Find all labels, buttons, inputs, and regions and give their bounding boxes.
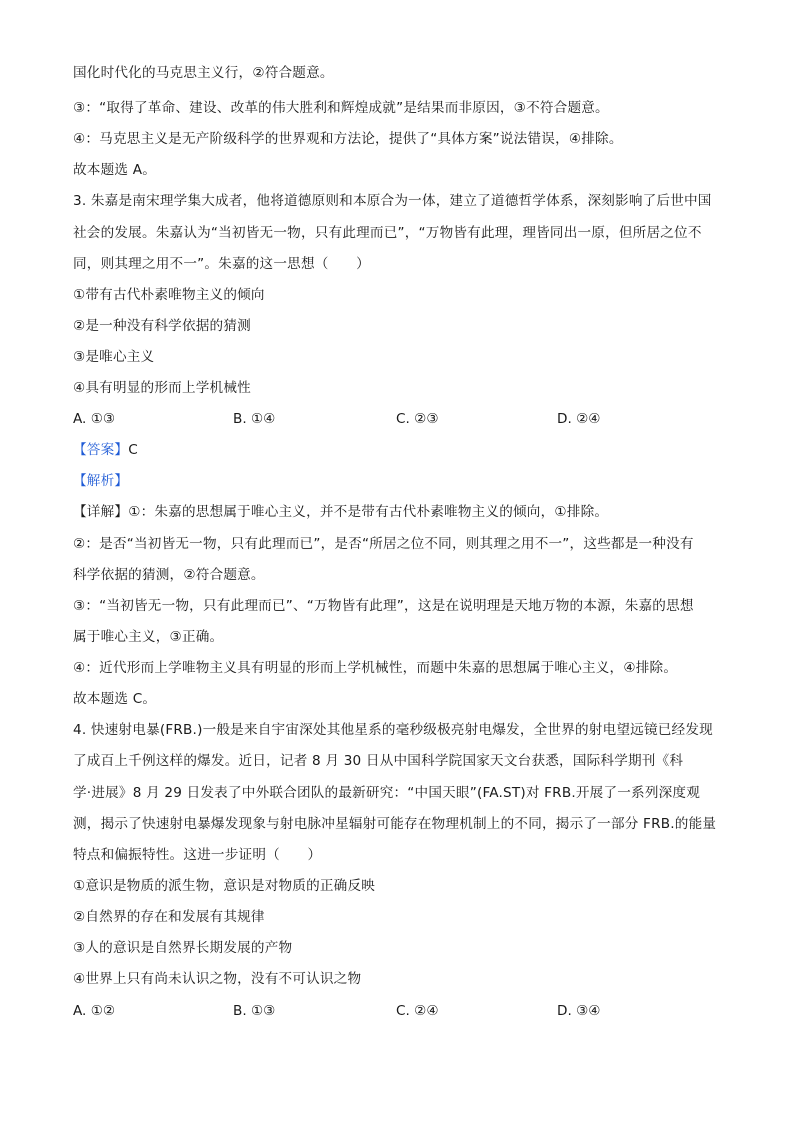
q2-text-line: 国化时代化的马克思主义行，②符合题意。 [73, 65, 334, 81]
q2-text-line: ④：马克思主义是无产阶级科学的世界观和方法论，提供了“具体方案”说法错误，④排除。 [73, 131, 623, 147]
explanation-text: ①：朱嘉的思想属于唯心主义，并不是带有古代朴素唯物主义的倾向，①排除。 [128, 504, 609, 520]
detail-tag: 【详解】 [73, 504, 129, 520]
q3-explanation-line: 属于唯心主义，③正确。 [73, 629, 224, 645]
q2-conclusion: 故本题选 A。 [73, 162, 156, 178]
q3-statement: ①带有古代朴素唯物主义的倾向 [73, 287, 265, 303]
q4-stem-line: 特点和偏振特性。这进一步证明（ ） [73, 847, 322, 863]
answer-value: C [128, 442, 138, 458]
q3-conclusion: 故本题选 C。 [73, 691, 157, 707]
q4-statement: ④世界上只有尚未认识之物，没有不可认识之物 [73, 971, 362, 987]
q3-stem-line: 3. 朱嘉是南宋理学集大成者，他将道德原则和本原合为一体，建立了道德哲学体系，深刻影响了后世中国 [73, 193, 712, 209]
q4-stem-line: 4. 快速射电暴(FRB.)一般是来自宇宙深处其他星系的毫秒级极亮射电爆发，全世界的射电望远镜已经发现 [73, 722, 713, 738]
q3-option-d: D. ②④ [557, 411, 601, 427]
answer-tag: 【答案】 [73, 442, 129, 458]
q3-statement: ②是一种没有科学依据的猜测 [73, 318, 251, 334]
q3-explanation-line [73, 503, 744, 521]
q2-text-line: ③：“取得了革命、建设、改革的伟大胜利和辉煌成就”是结果而非原因，③不符合题意。 [73, 100, 609, 116]
q3-option-a: A. ①③ [73, 411, 116, 427]
q4-option-d: D. ③④ [557, 1003, 601, 1019]
q4-stem-line: 了成百上千例这样的爆发。近日，记者 8 月 30 日从中国科学院国家天文台获悉，国际科学期刊《科 [73, 753, 684, 769]
q3-analysis-heading [73, 472, 744, 490]
analysis-tag: 【解析】 [73, 473, 129, 489]
q4-option-b: B. ①③ [233, 1003, 276, 1019]
q4-statement: ①意识是物质的派生物，意识是对物质的正确反映 [73, 878, 376, 894]
q3-stem-line: 同，则其理之用不一”。朱嘉的这一思想（ ） [73, 256, 370, 272]
q3-statement: ④具有明显的形而上学机械性 [73, 380, 251, 396]
q4-option-a: A. ①② [73, 1003, 116, 1019]
q3-option-c: C. ②③ [396, 411, 439, 427]
q3-option-b: B. ①④ [233, 411, 276, 427]
q4-stem-line: 测，揭示了快速射电暴爆发现象与射电脉冲星辐射可能存在物理机制上的不同，揭示了一部分 FRB.的能量 [73, 816, 717, 832]
q3-statement: ③是唯心主义 [73, 349, 155, 365]
q3-explanation-line: ③：“当初皆无一物，只有此理而已”、“万物皆有此理”，这是在说明理是天地万物的本源，朱嘉的思想 [73, 598, 694, 614]
q3-explanation-line: 科学依据的猜测，②符合题意。 [73, 567, 265, 583]
q4-stem-line: 学·进展》8 月 29 日发表了中外联合团队的最新研究：“中国天眼”(FA.ST)对 FRB.开展了一系列深度观 [73, 785, 701, 801]
q4-statement: ③人的意识是自然界长期发展的产物 [73, 940, 293, 956]
q4-option-c: C. ②④ [396, 1003, 439, 1019]
q3-answer [73, 441, 744, 459]
q3-explanation-line: ④：近代形而上学唯物主义具有明显的形而上学机械性，而题中朱嘉的思想属于唯心主义，④排除。 [73, 660, 678, 676]
q4-statement: ②自然界的存在和发展有其规律 [73, 909, 265, 925]
q3-stem-line: 社会的发展。朱嘉认为“当初皆无一物，只有此理而已”，“万物皆有此理，理皆同出一原，但所居之位不 [73, 225, 702, 241]
q3-explanation-line: ②：是否“当初皆无一物，只有此理而已”，是否“所居之位不同，则其理之用不一”，这些都是一种没有 [73, 536, 694, 552]
